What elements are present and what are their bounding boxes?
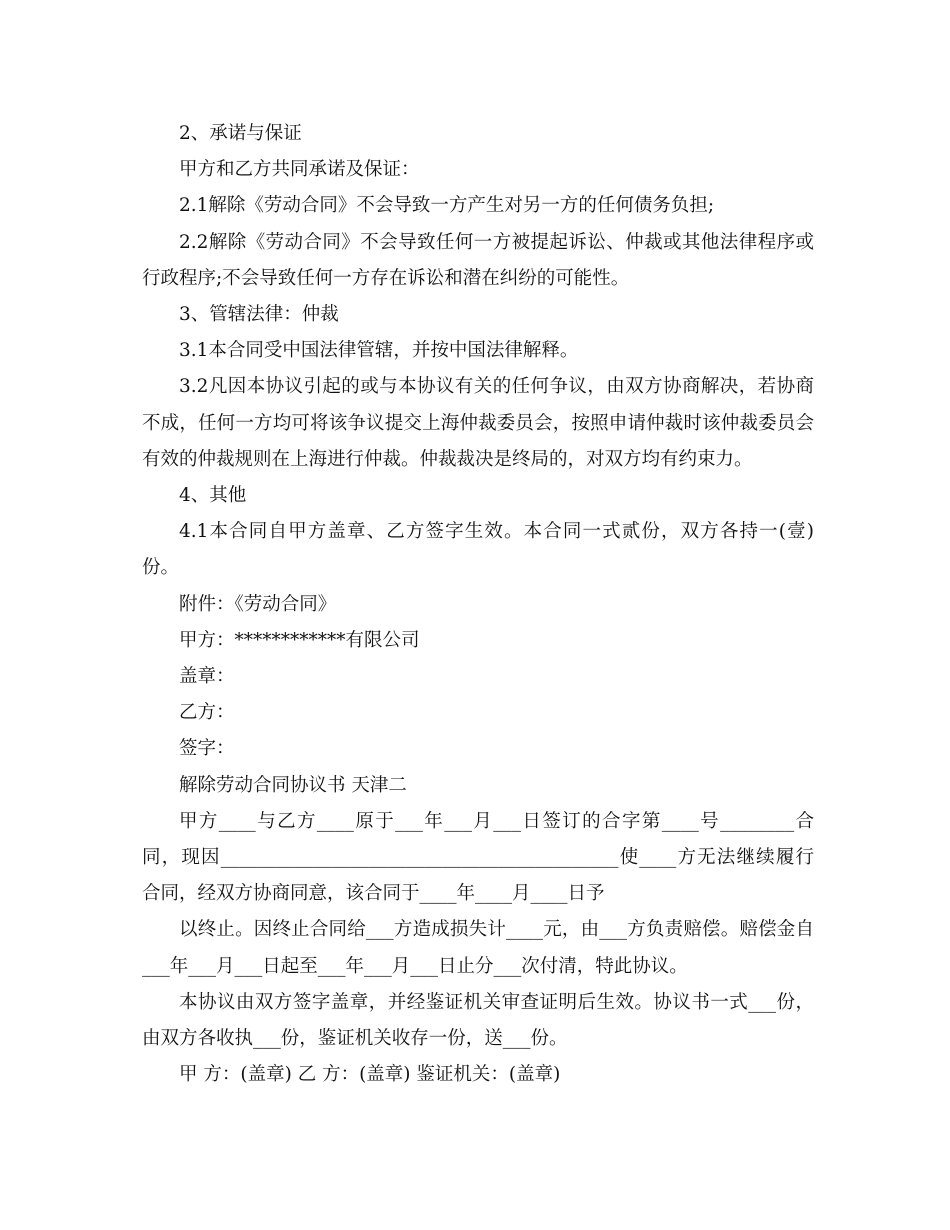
signature-block: 甲 方：(盖章) 乙 方：(盖章) 鉴证机关：(盖章) [179, 1064, 561, 1086]
paragraph: 4.1本合同自甲方盖章、乙方签字生效。本合同一式贰份，双方各持一(壹)份。 [142, 521, 814, 579]
attachment-line: 附件：《劳动合同》 [179, 593, 337, 615]
paragraph: 甲方和乙方共同承诺及保证： [179, 159, 420, 181]
paragraph: 2.2解除《劳动合同》不会导致任何一方被提起诉讼、仲裁或其他法律程序或行政程序;不会导致任何一方存在诉讼和潜在纠纷的可能性。 [142, 231, 814, 289]
document-subtitle: 解除劳动合同协议书 天津二 [179, 774, 407, 796]
paragraph: 甲方____与乙方____原于___年___月___日签订的合字第____号________合同，现因___________________________________________使____方无法继续履行合同，经双方协商同意，该合同于____年____月____日予 [142, 810, 814, 905]
party-b-line: 乙方： [179, 702, 235, 724]
paragraph: 3.2凡因本协议引起的或与本协议有关的任何争议，由双方协商解决，若协商不成，任何一方均可将该争议提交上海仲裁委员会，按照申请仲裁时该仲裁委员会有效的仲裁规则在上海进行仲裁。仲裁裁决是终局的，对双方均有约束力。 [142, 376, 814, 470]
paragraph: 以终止。因终止合同给___方造成损失计____元，由___方负责赔偿。赔偿金自___年___月___日起至___年___月___日止分___次付清，特此协议。 [142, 919, 814, 977]
signature-line: 签字： [179, 738, 235, 760]
party-a-line: 甲方：************有限公司 [179, 629, 420, 651]
section-heading: 3、管辖法律：仲裁 [179, 304, 339, 326]
seal-line: 盖章： [179, 666, 235, 688]
paragraph: 3.1本合同受中国法律管辖，并按中国法律解释。 [179, 340, 579, 362]
section-heading: 2、承诺与保证 [179, 123, 302, 144]
document-body [142, 116, 814, 1093]
paragraph: 本协议由双方签字盖章，并经鉴证机关审查证明后生效。协议书一式___份，由双方各收执___份，鉴证机关收存一份，送___份。 [142, 991, 814, 1050]
section-heading: 4、其他 [179, 485, 247, 507]
paragraph: 2.1解除《劳动合同》不会导致一方产生对另一方的任何债务负担; [179, 195, 715, 217]
